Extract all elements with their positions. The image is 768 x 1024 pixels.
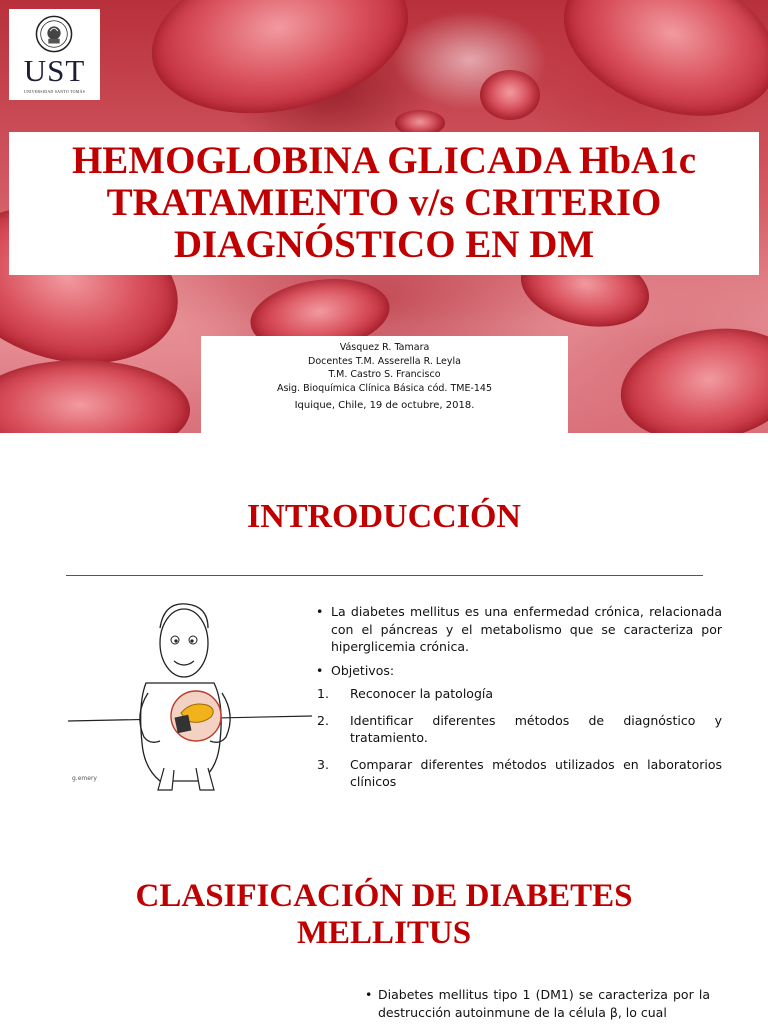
title-slide (0, 0, 768, 433)
illustration-signature: g.emery (72, 775, 97, 782)
teacher-line: T.M. Castro S. Francisco (328, 369, 441, 380)
title-line: HEMOGLOBINA GLICADA HbA1c (71, 139, 697, 182)
introduction-slide (0, 433, 768, 848)
slide-title (0, 878, 768, 952)
objective-item (313, 712, 722, 747)
date-line: Iquique, Chile, 19 de octubre, 2018. (294, 400, 475, 411)
list-item (313, 603, 722, 656)
title-line: DIAGNÓSTICO EN DM (173, 223, 595, 266)
title-line: TRATAMIENTO v/s CRITERIO (106, 181, 662, 224)
intro-content (313, 603, 722, 800)
objective-number: 3. (317, 756, 329, 772)
title-box (9, 132, 759, 275)
logo-subtitle: UNIVERSIDAD SANTO TOMÁS (23, 89, 86, 94)
course-line: Asig. Bioquímica Clínica Básica cód. TME-145 (276, 382, 493, 394)
objective-item (313, 685, 722, 703)
bullet-marker: • (316, 662, 324, 678)
university-seal-icon (35, 15, 73, 53)
teacher-line: Docentes T.M. Asserella R. Leyla (308, 355, 461, 367)
bullet-marker: • (316, 604, 324, 619)
objective-text: Reconocer la patología (350, 686, 494, 701)
presentation-title (9, 140, 759, 266)
objective-text: Identificar diferentes métodos de diagnóstico y tratamiento. (350, 712, 722, 745)
author-info-box (201, 336, 568, 433)
objective-item (313, 756, 722, 791)
title-line: MELLITUS (296, 915, 472, 951)
logo-text: UST (23, 53, 86, 88)
objective-number: 1. (317, 686, 329, 701)
bullet-text: Objetivos: (331, 662, 395, 678)
objective-text: Comparar diferentes métodos utilizados en laboratorios clínicos (350, 756, 722, 789)
university-logo (9, 9, 100, 100)
title-divider (66, 575, 703, 576)
classification-slide (0, 848, 768, 1024)
bullet-marker: • (365, 987, 373, 1002)
bullet-text: Diabetes mellitus tipo 1 (DM1) se caracteriza por la destrucción autoinmune de la célula β, lo cual (378, 987, 710, 1020)
author-line: Vásquez R. Tamara (339, 342, 430, 353)
slide-title: INTRODUCCIÓN (247, 498, 521, 535)
bullet-text: La diabetes mellitus es una enfermedad crónica, relacionada con el páncreas y el metabolismo que se caracteriza por hiperglicemia crónica. (331, 604, 722, 654)
list-item (365, 986, 710, 1022)
cartoon-man-with-pancreas-icon (66, 598, 316, 793)
title-line: CLASIFICACIÓN DE DIABETES (135, 878, 633, 914)
objective-number: 2. (317, 712, 329, 728)
list-item (313, 662, 722, 680)
classification-content (365, 986, 710, 1024)
